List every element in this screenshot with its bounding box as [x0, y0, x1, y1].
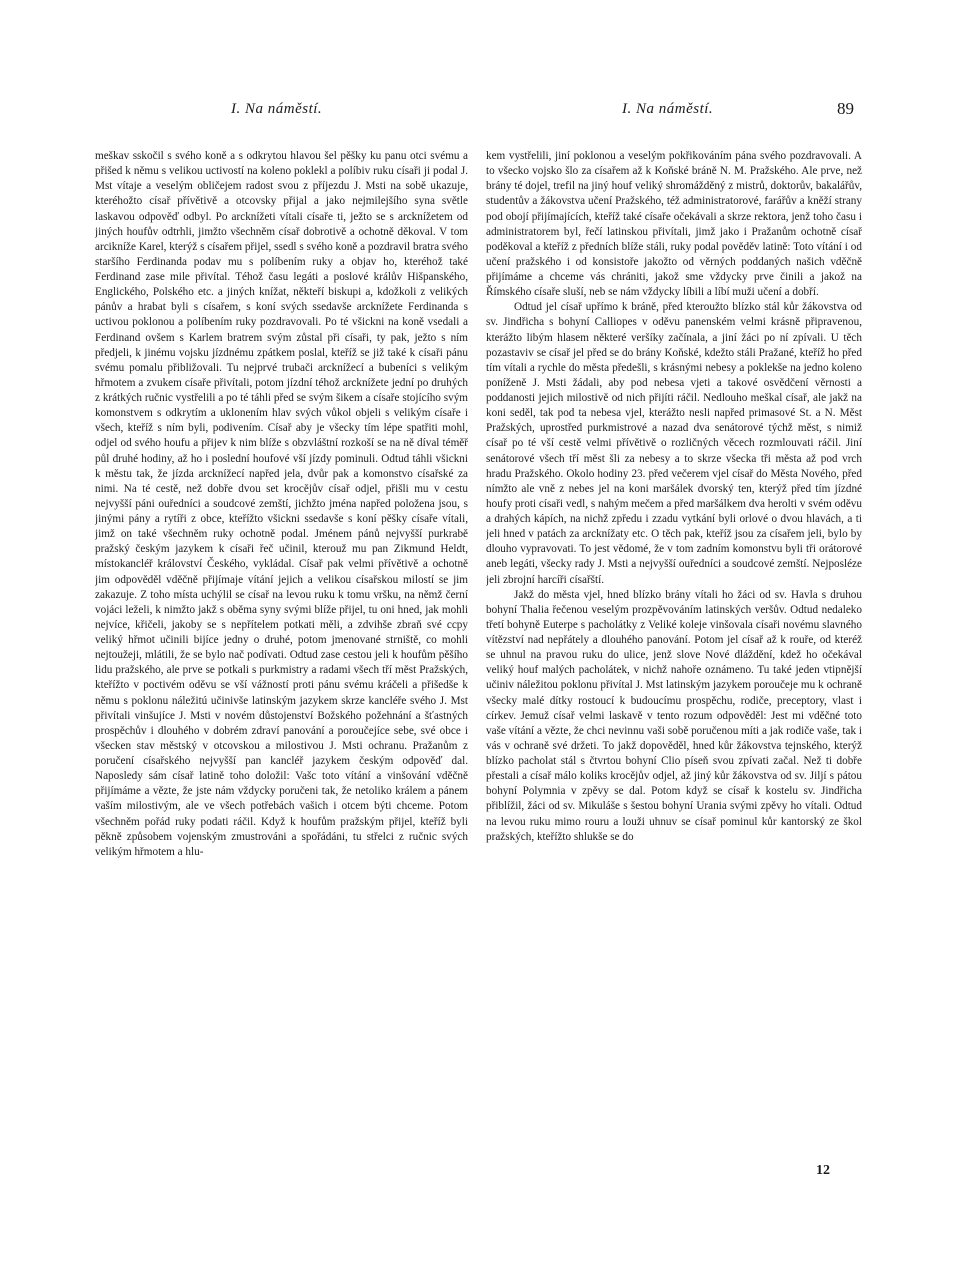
page-number: 89 [837, 99, 854, 118]
signature-mark: 12 [816, 1163, 830, 1178]
left-text-column [95, 149, 468, 1169]
right-paragraph-3: Jakž do města vjel, hned blízko brány vítali ho žáci od sv. Havla s druhou bohyní Thalia řečenou veselým prozpěvováním latinských veršův. Odtud nedaleko třetí bohyně Euterpe s pacholátky z Veliké koleje vinšovala císaři novému slavného vítězství nad nepřátely a dlouhého panování. Potom jel císař až k rouře, od kteréž se uhnul na pravou ruku do ulice, jenž slove Nové dláždění, kdež ho očekával veliký houf malých pacholátek, v nichž nahoře oznámeno. Tu také jeden vtipnější učiniv náležitou poklonu přivítal J. Mst latinským jazykem poroučeje mu k ochraně všecky malé dítky rostoucí k budoucímu prospěchu, rodiče, preceptory, vlast i církev. Jemuž císař velmi laskavě v tento rozum odpověděl: Jest mi vděčné toto vaše vítání a vězte, že chci nevinnu vaši sobě poručenou míti a jak rodiče vaše, tak i vás v ochraně své držeti. To jakž dopověděl, hned kůr žákovstva tejnského, kterýž blízko pacholat stál s čtvrtou bohyní Clio píseň svou zpívati začal. Než ti dobře přestali a císař málo koliks krocějův odjel, až jiný kůr žákovstva od sv. Jiljí s pátou bohyní Polymnia v zpěvy se dal. Potom když se císař k kostelu sv. Jindřicha přiblížil, žáci od sv. Mikuláše s šestou bohyní Urania svými zpěvy ho vítali. Odtud na levou ruku mimo rouru a louži uhnuv se císař pominul kůr kantorský ze škol pražských, kteřížto shlukše se do [486, 588, 862, 843]
right-paragraph-2: Odtud jel císař upřímo k bráně, před kteroužto blízko stál kůr žákovstva od sv. Jindřicha s bohyní Calliopes v oděvu panenském velmi krásně připravenou, kterážto libým hlasem některé veršíky začínala, a jiní žáci po ní zpívali. U těch pozastaviv se císař jel před se do brány Koňské, kdežto stáli Pražané, kteříž ho před tím vítali a rychle do města předešli, s krásnými nebesy a poklekše na jedno koleno poníženě J. Msti žádali, aby pod nebesa vjeti a takové osvědčení věrnosti a poddanosti jejich milostivě od nich přijíti ráčil. Nedlouho meškal císař, ale jakž na koni seděl, tak pod ta nebesa vjel, kterážto nesli napřed primasové St. a N. Měst Pražských, uprostřed purkmistrové a nazad dva senátorové týchž měst, s nimiž císař po té vší cestě velmi přívětivě o rozličných věcech rozmlouvati ráčil. Jiní senátorové všech tří měst šli za nebesy a to skrze všecka tři města až pod vrch hradu Pražského. Okolo hodiny 23. před večerem vjel císař do Města Nového, před nímžto ale vně z nebes jel na koni maršálek dvorský ten, kterýž před tím jízdné houfy proti císaři vedl, s nahým mečem a před maršálkem dva herolti v svém oděvu a drahých kápích, na nichž zpředu i zzadu vytkání byli orlové o dvou hlavách, a ti jeli hned v patách za arcknížaty etc. O těch pak, kteříž jsou za císařem jeli, bylo by dlouho vypravovati. To jest vědomé, že v tom zadním komonstvu byli tři orátorové aneb legáti, všecky rady J. Msti a nejvyšší ouředníci a soudcové zemští. Nejposléze jeli zbrojní harcíři císařští. [486, 301, 862, 586]
right-paragraph-1: kem vystřelili, jiní poklonou a veselým pokřikováním pána svého pozdravovali. A to všecko vojsko šlo za císařem až k Koňské bráně N. M. Pražského. Ale prve, než brány té dojel, trefil na jiný houf veliký shromážděný z mistrů, doktorův, bakalářův, studentův a žákovstva učení Pražského, též administratorové, farářův a kněží strany pod obojí přijímajících, kteříž také císaře očekávali a skrze rektora, jenž toho času i administratorem byl, řečí latinskou přivítali, jimž jako i Pražanům ochotně císař poděkoval a kteříž z předních blíže stáli, ruky podal pověděv latině: Toto vítání i od učení pražského i od konsistoře jakožto od věrných poddaných našich vděčně přijímáme a chceme vás chrániti, jakož sme vždycky prve činili a jakož na Římského císaře sluší, neb se nám vždycky líbili a líbí muži učení a dobří. [486, 150, 862, 299]
running-header-left: I. Na náměstí. [231, 101, 323, 117]
right-text-column [486, 149, 862, 1169]
left-paragraph-1: meškav sskočil s svého koně a s odkrytou hlavou šel pěšky ku panu otci svému a přišed k němu s velikou uctivostí na koleno poklekl a políbiv ruku císaři ji podal J. Mst vítaje a veselým obličejem radost svou z příjezdu J. Msti na sobě ukazuje, kteréhožto císař přívětivě a otcovsky přijal a jako nejmilejšího syna světle laskavou odpověď odbyl. Po arcknížeti vítali císaře ti, ježto se s arcknížetem od jiných houfův odtrhli, jimžto všechněm císař dobrotivě a ochotně děkoval. V tom arcikníže Karel, kterýž s císařem přijel, ssedl s svého koně a pozdravil bratra svého staršího Ferdinanda podav mu s políbením ruky a objav ho, kteréhož také Ferdinand zase mile přivítal. Téhož času legáti a poslové králův Hišpanského, Englického, Polského etc. a jiných knížat, někteří biskupi a, kdožkoli z velikých pánův a hrabat byli s císařem, s koní svých ssedavše arcknížete Ferdinanda s uctivou poklonou a políbením ruky pozdravovali. Po té všickni na koně vsedali a Ferdinand ovšem s Karlem bratrem svým zůstal při císaři, ty pak, ježto s ním předjeli, k jinému vojsku jízdnému zpátkem poslal, kteříž se již také k císaři pánu svému pomalu přibližovali. Tu nejprvé trubači arcknížecí a bubeníci s velikým hřmotem a zvukem císaře přivítali, potom jízdní téhož arcknížete jední po druhých z krátkých ručnic vystřelili a po té táhli před se svým šikem a císaře stojícího svým komonstvem s odkrytím a uklonením hlav svých vůkol objeli s velikým císaře i všech, kteříž s ním byli, podivením. Císař aby je všecky tím lépe spatřiti mohl, odjel od svého houfu a přijev k nim blíže s obzvláštní rozkoší se na ně díval téměř půl druhé hodiny, až ho i poslední houfové vší jízdy pominuli. Odtud táhli všickni k městu tak, že jízda arcknížecí napřed jela, dvůr pak a komonstvo císařské za nimi. Na té cestě, než dobře dvou set krocějův císař odjel, přišli mu v cestu nejvyšší páni ouředníci a soudcové zemští, jichžto jména napřed položena jsou, s jinými pány a rytíři z obce, kteřížto všickni ssedavše s koní pěšky císaře vítali, jimž on také všechněm ruky ochotně podal. Jménem pánů nejvyšší purkrabě pražský českým jazykem k císaři řeč učinil, kterouž mu pan Zikmund Heldt, místokancléř království Českého, vykládal. Císař pak velmi přívětivě a ochotně jim odpověděl vděčně přijímaje vítání jejich a velikou císařskou milostí se jim zakazuje. Z toho místa uchýlil se císař na levou ruku k tomu vršku, na němž černí vojáci leželi, k nimžto jakž s oběma syny svými blíže přijel, tu oni hned, jak mohli nejvíce, křičeli, jakoby se s nepřítelem potkati měli, a zdvihše zbraň své ccpy veliký hřmot učinili bijíce jedny o druhé, potom jmenované strniště, co mohli nejtoužeji, mlátili, že se bylo nač podívati. Odtud zase cestou jeli k houfům pěšího lidu pražského, ale prve se potkali s purkmistry a radami všech tří měst Pražských, kteřížto v poctivém oděvu se vší vážností proti pánu svému kráčeli a přišedše k němu s poklonu náležitú učinivše latinským jazykem skrze kancléře svého J. Mst přivítali vinšujíce J. Msti v novém důstojenství Božského požehnání a šťastných prospěchův i dlouhého v dobrém zdraví panování a poroučejíce sebe, své obce i všecken stav městský v otcovskou a milostivou J. Msti ochranu. Pražanům z poručení císařského nejvyšší pan kancléř jazykem českým odpověď dal. Naposledy sám císař latině toho doložil: Vašc toto vítání a vinšování vděčně přijímáme a vězte, že jste nám vždycky poručeni tak, že netoliko králem a pánem vaším milostivým, ale ve všech potřebách vašich i otcem býti chceme. Potom všechněm pořád ruky podati ráčil. Když k houfům pražským přijel, kteříž byli pěkně způsobem vojenským zmustrováni a spořádáni, tu střelci z ručnic svých velikým hřmotem a hlu- [95, 150, 468, 858]
running-header-right: I. Na náměstí. [622, 101, 714, 117]
